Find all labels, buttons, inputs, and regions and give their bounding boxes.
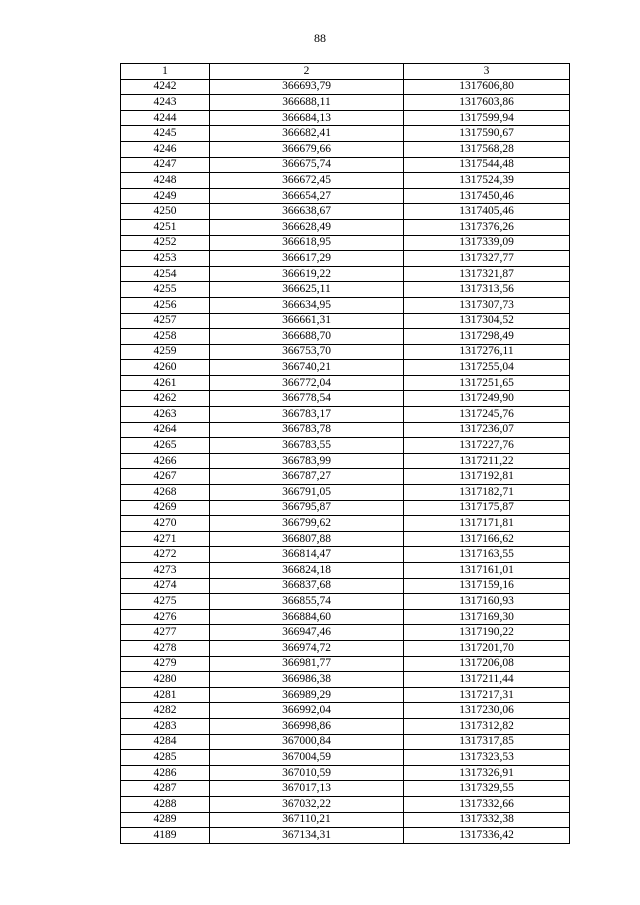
table-row bbox=[121, 313, 570, 329]
point-number-cell: 4270 bbox=[121, 516, 210, 532]
y-coordinate-cell: 1317336,42 bbox=[404, 828, 570, 844]
point-number-cell: 4289 bbox=[121, 812, 210, 828]
y-coordinate-cell: 1317190,22 bbox=[404, 625, 570, 641]
x-coordinate-cell: 366740,21 bbox=[210, 360, 404, 376]
table-row bbox=[121, 531, 570, 547]
table-row bbox=[121, 781, 570, 797]
y-coordinate-cell: 1317329,55 bbox=[404, 781, 570, 797]
x-coordinate-cell: 366682,41 bbox=[210, 126, 404, 142]
table-row bbox=[121, 407, 570, 423]
x-coordinate-cell: 366947,46 bbox=[210, 625, 404, 641]
y-coordinate-cell: 1317590,67 bbox=[404, 126, 570, 142]
point-number-cell: 4274 bbox=[121, 578, 210, 594]
table-row bbox=[121, 500, 570, 516]
y-coordinate-cell: 1317313,56 bbox=[404, 282, 570, 298]
y-coordinate-cell: 1317603,86 bbox=[404, 95, 570, 111]
table-row bbox=[121, 656, 570, 672]
y-coordinate-cell: 1317317,85 bbox=[404, 734, 570, 750]
x-coordinate-cell: 366986,38 bbox=[210, 672, 404, 688]
y-coordinate-cell: 1317169,30 bbox=[404, 609, 570, 625]
y-coordinate-cell: 1317524,39 bbox=[404, 173, 570, 189]
table-row bbox=[121, 547, 570, 563]
point-number-cell: 4273 bbox=[121, 563, 210, 579]
point-number-cell: 4277 bbox=[121, 625, 210, 641]
y-coordinate-cell: 1317376,26 bbox=[404, 219, 570, 235]
header-col-1: 1 bbox=[121, 64, 210, 80]
y-coordinate-cell: 1317312,82 bbox=[404, 718, 570, 734]
y-coordinate-cell: 1317255,04 bbox=[404, 360, 570, 376]
point-number-cell: 4253 bbox=[121, 251, 210, 267]
x-coordinate-cell: 366628,49 bbox=[210, 219, 404, 235]
table-row bbox=[121, 765, 570, 781]
y-coordinate-cell: 1317206,08 bbox=[404, 656, 570, 672]
table-row bbox=[121, 110, 570, 126]
table-row bbox=[121, 563, 570, 579]
point-number-cell: 4264 bbox=[121, 422, 210, 438]
y-coordinate-cell: 1317606,80 bbox=[404, 79, 570, 95]
table-row bbox=[121, 204, 570, 220]
point-number-cell: 4259 bbox=[121, 344, 210, 360]
point-number-cell: 4284 bbox=[121, 734, 210, 750]
table-row bbox=[121, 469, 570, 485]
point-number-cell: 4287 bbox=[121, 781, 210, 797]
y-coordinate-cell: 1317161,01 bbox=[404, 563, 570, 579]
y-coordinate-cell: 1317245,76 bbox=[404, 407, 570, 423]
table-row bbox=[121, 687, 570, 703]
x-coordinate-cell: 366693,79 bbox=[210, 79, 404, 95]
table-row bbox=[121, 188, 570, 204]
table-row bbox=[121, 453, 570, 469]
x-coordinate-cell: 366824,18 bbox=[210, 563, 404, 579]
y-coordinate-cell: 1317159,16 bbox=[404, 578, 570, 594]
y-coordinate-cell: 1317450,46 bbox=[404, 188, 570, 204]
y-coordinate-cell: 1317249,90 bbox=[404, 391, 570, 407]
point-number-cell: 4271 bbox=[121, 531, 210, 547]
point-number-cell: 4265 bbox=[121, 438, 210, 454]
y-coordinate-cell: 1317251,65 bbox=[404, 375, 570, 391]
table-row bbox=[121, 609, 570, 625]
point-number-cell: 4285 bbox=[121, 750, 210, 766]
x-coordinate-cell: 366634,95 bbox=[210, 297, 404, 313]
table-row bbox=[121, 625, 570, 641]
x-coordinate-cell: 366619,22 bbox=[210, 266, 404, 282]
table-row bbox=[121, 750, 570, 766]
x-coordinate-cell: 366618,95 bbox=[210, 235, 404, 251]
table-row bbox=[121, 703, 570, 719]
point-number-cell: 4281 bbox=[121, 687, 210, 703]
x-coordinate-cell: 366684,13 bbox=[210, 110, 404, 126]
x-coordinate-cell: 366688,70 bbox=[210, 329, 404, 345]
point-number-cell: 4247 bbox=[121, 157, 210, 173]
y-coordinate-cell: 1317182,71 bbox=[404, 485, 570, 501]
x-coordinate-cell: 366783,55 bbox=[210, 438, 404, 454]
table-row bbox=[121, 235, 570, 251]
y-coordinate-cell: 1317298,49 bbox=[404, 329, 570, 345]
header-col-3: 3 bbox=[404, 64, 570, 80]
x-coordinate-cell: 366783,99 bbox=[210, 453, 404, 469]
table-header-row bbox=[121, 64, 570, 80]
x-coordinate-cell: 366675,74 bbox=[210, 157, 404, 173]
table-row bbox=[121, 251, 570, 267]
x-coordinate-cell: 367000,84 bbox=[210, 734, 404, 750]
table-row bbox=[121, 796, 570, 812]
y-coordinate-cell: 1317332,38 bbox=[404, 812, 570, 828]
y-coordinate-cell: 1317201,70 bbox=[404, 640, 570, 656]
x-coordinate-cell: 366787,27 bbox=[210, 469, 404, 485]
table-row bbox=[121, 141, 570, 157]
table-row bbox=[121, 438, 570, 454]
table-row bbox=[121, 157, 570, 173]
table-row bbox=[121, 282, 570, 298]
point-number-cell: 4268 bbox=[121, 485, 210, 501]
y-coordinate-cell: 1317327,77 bbox=[404, 251, 570, 267]
y-coordinate-cell: 1317321,87 bbox=[404, 266, 570, 282]
x-coordinate-cell: 366807,88 bbox=[210, 531, 404, 547]
point-number-cell: 4255 bbox=[121, 282, 210, 298]
y-coordinate-cell: 1317166,62 bbox=[404, 531, 570, 547]
x-coordinate-cell: 366814,47 bbox=[210, 547, 404, 563]
point-number-cell: 4251 bbox=[121, 219, 210, 235]
x-coordinate-cell: 366989,29 bbox=[210, 687, 404, 703]
table-row bbox=[121, 734, 570, 750]
x-coordinate-cell: 367110,21 bbox=[210, 812, 404, 828]
x-coordinate-cell: 366778,54 bbox=[210, 391, 404, 407]
point-number-cell: 4258 bbox=[121, 329, 210, 345]
table-row bbox=[121, 266, 570, 282]
x-coordinate-cell: 366654,27 bbox=[210, 188, 404, 204]
x-coordinate-cell: 366992,04 bbox=[210, 703, 404, 719]
y-coordinate-cell: 1317544,48 bbox=[404, 157, 570, 173]
point-number-cell: 4286 bbox=[121, 765, 210, 781]
point-number-cell: 4244 bbox=[121, 110, 210, 126]
table-row bbox=[121, 79, 570, 95]
point-number-cell: 4263 bbox=[121, 407, 210, 423]
point-number-cell: 4256 bbox=[121, 297, 210, 313]
y-coordinate-cell: 1317175,87 bbox=[404, 500, 570, 516]
page-number: 88 bbox=[314, 31, 326, 45]
table-row bbox=[121, 391, 570, 407]
coordinates-table bbox=[120, 63, 570, 844]
y-coordinate-cell: 1317227,76 bbox=[404, 438, 570, 454]
y-coordinate-cell: 1317339,09 bbox=[404, 235, 570, 251]
y-coordinate-cell: 1317163,55 bbox=[404, 547, 570, 563]
x-coordinate-cell: 366974,72 bbox=[210, 640, 404, 656]
x-coordinate-cell: 366772,04 bbox=[210, 375, 404, 391]
point-number-cell: 4257 bbox=[121, 313, 210, 329]
table-row bbox=[121, 219, 570, 235]
table-row bbox=[121, 516, 570, 532]
table-row bbox=[121, 95, 570, 111]
table-row bbox=[121, 578, 570, 594]
y-coordinate-cell: 1317326,91 bbox=[404, 765, 570, 781]
x-coordinate-cell: 367017,13 bbox=[210, 781, 404, 797]
y-coordinate-cell: 1317568,28 bbox=[404, 141, 570, 157]
x-coordinate-cell: 366688,11 bbox=[210, 95, 404, 111]
point-number-cell: 4267 bbox=[121, 469, 210, 485]
y-coordinate-cell: 1317599,94 bbox=[404, 110, 570, 126]
point-number-cell: 4278 bbox=[121, 640, 210, 656]
y-coordinate-cell: 1317192,81 bbox=[404, 469, 570, 485]
point-number-cell: 4252 bbox=[121, 235, 210, 251]
table-row bbox=[121, 594, 570, 610]
x-coordinate-cell: 367004,59 bbox=[210, 750, 404, 766]
x-coordinate-cell: 367032,22 bbox=[210, 796, 404, 812]
x-coordinate-cell: 367134,31 bbox=[210, 828, 404, 844]
point-number-cell: 4242 bbox=[121, 79, 210, 95]
table-row bbox=[121, 812, 570, 828]
point-number-cell: 4280 bbox=[121, 672, 210, 688]
x-coordinate-cell: 366783,78 bbox=[210, 422, 404, 438]
x-coordinate-cell: 366783,17 bbox=[210, 407, 404, 423]
y-coordinate-cell: 1317230,06 bbox=[404, 703, 570, 719]
point-number-cell: 4283 bbox=[121, 718, 210, 734]
point-number-cell: 4246 bbox=[121, 141, 210, 157]
x-coordinate-cell: 366753,70 bbox=[210, 344, 404, 360]
point-number-cell: 4269 bbox=[121, 500, 210, 516]
table-row bbox=[121, 329, 570, 345]
point-number-cell: 4279 bbox=[121, 656, 210, 672]
point-number-cell: 4248 bbox=[121, 173, 210, 189]
x-coordinate-cell: 366855,74 bbox=[210, 594, 404, 610]
y-coordinate-cell: 1317323,53 bbox=[404, 750, 570, 766]
x-coordinate-cell: 366837,68 bbox=[210, 578, 404, 594]
x-coordinate-cell: 366795,87 bbox=[210, 500, 404, 516]
point-number-cell: 4266 bbox=[121, 453, 210, 469]
point-number-cell: 4250 bbox=[121, 204, 210, 220]
point-number-cell: 4276 bbox=[121, 609, 210, 625]
y-coordinate-cell: 1317236,07 bbox=[404, 422, 570, 438]
table-row bbox=[121, 828, 570, 844]
table-row bbox=[121, 375, 570, 391]
point-number-cell: 4189 bbox=[121, 828, 210, 844]
x-coordinate-cell: 366799,62 bbox=[210, 516, 404, 532]
point-number-cell: 4272 bbox=[121, 547, 210, 563]
x-coordinate-cell: 366638,67 bbox=[210, 204, 404, 220]
y-coordinate-cell: 1317211,44 bbox=[404, 672, 570, 688]
point-number-cell: 4282 bbox=[121, 703, 210, 719]
y-coordinate-cell: 1317171,81 bbox=[404, 516, 570, 532]
table-row bbox=[121, 126, 570, 142]
point-number-cell: 4261 bbox=[121, 375, 210, 391]
x-coordinate-cell: 366998,86 bbox=[210, 718, 404, 734]
x-coordinate-cell: 366791,05 bbox=[210, 485, 404, 501]
x-coordinate-cell: 366672,45 bbox=[210, 173, 404, 189]
point-number-cell: 4288 bbox=[121, 796, 210, 812]
y-coordinate-cell: 1317304,52 bbox=[404, 313, 570, 329]
point-number-cell: 4243 bbox=[121, 95, 210, 111]
x-coordinate-cell: 366981,77 bbox=[210, 656, 404, 672]
point-number-cell: 4260 bbox=[121, 360, 210, 376]
x-coordinate-cell: 366625,11 bbox=[210, 282, 404, 298]
y-coordinate-cell: 1317211,22 bbox=[404, 453, 570, 469]
x-coordinate-cell: 366617,29 bbox=[210, 251, 404, 267]
table-row bbox=[121, 485, 570, 501]
table-row bbox=[121, 360, 570, 376]
y-coordinate-cell: 1317332,66 bbox=[404, 796, 570, 812]
y-coordinate-cell: 1317276,11 bbox=[404, 344, 570, 360]
table-row bbox=[121, 640, 570, 656]
x-coordinate-cell: 366884,60 bbox=[210, 609, 404, 625]
point-number-cell: 4245 bbox=[121, 126, 210, 142]
table-body bbox=[121, 79, 570, 843]
point-number-cell: 4249 bbox=[121, 188, 210, 204]
x-coordinate-cell: 366661,31 bbox=[210, 313, 404, 329]
header-col-2: 2 bbox=[210, 64, 404, 80]
point-number-cell: 4254 bbox=[121, 266, 210, 282]
x-coordinate-cell: 367010,59 bbox=[210, 765, 404, 781]
y-coordinate-cell: 1317307,73 bbox=[404, 297, 570, 313]
table-row bbox=[121, 718, 570, 734]
table-row bbox=[121, 672, 570, 688]
table-row bbox=[121, 297, 570, 313]
point-number-cell: 4275 bbox=[121, 594, 210, 610]
point-number-cell: 4262 bbox=[121, 391, 210, 407]
x-coordinate-cell: 366679,66 bbox=[210, 141, 404, 157]
table-row bbox=[121, 422, 570, 438]
y-coordinate-cell: 1317405,46 bbox=[404, 204, 570, 220]
y-coordinate-cell: 1317160,93 bbox=[404, 594, 570, 610]
table-row bbox=[121, 173, 570, 189]
y-coordinate-cell: 1317217,31 bbox=[404, 687, 570, 703]
table-row bbox=[121, 344, 570, 360]
